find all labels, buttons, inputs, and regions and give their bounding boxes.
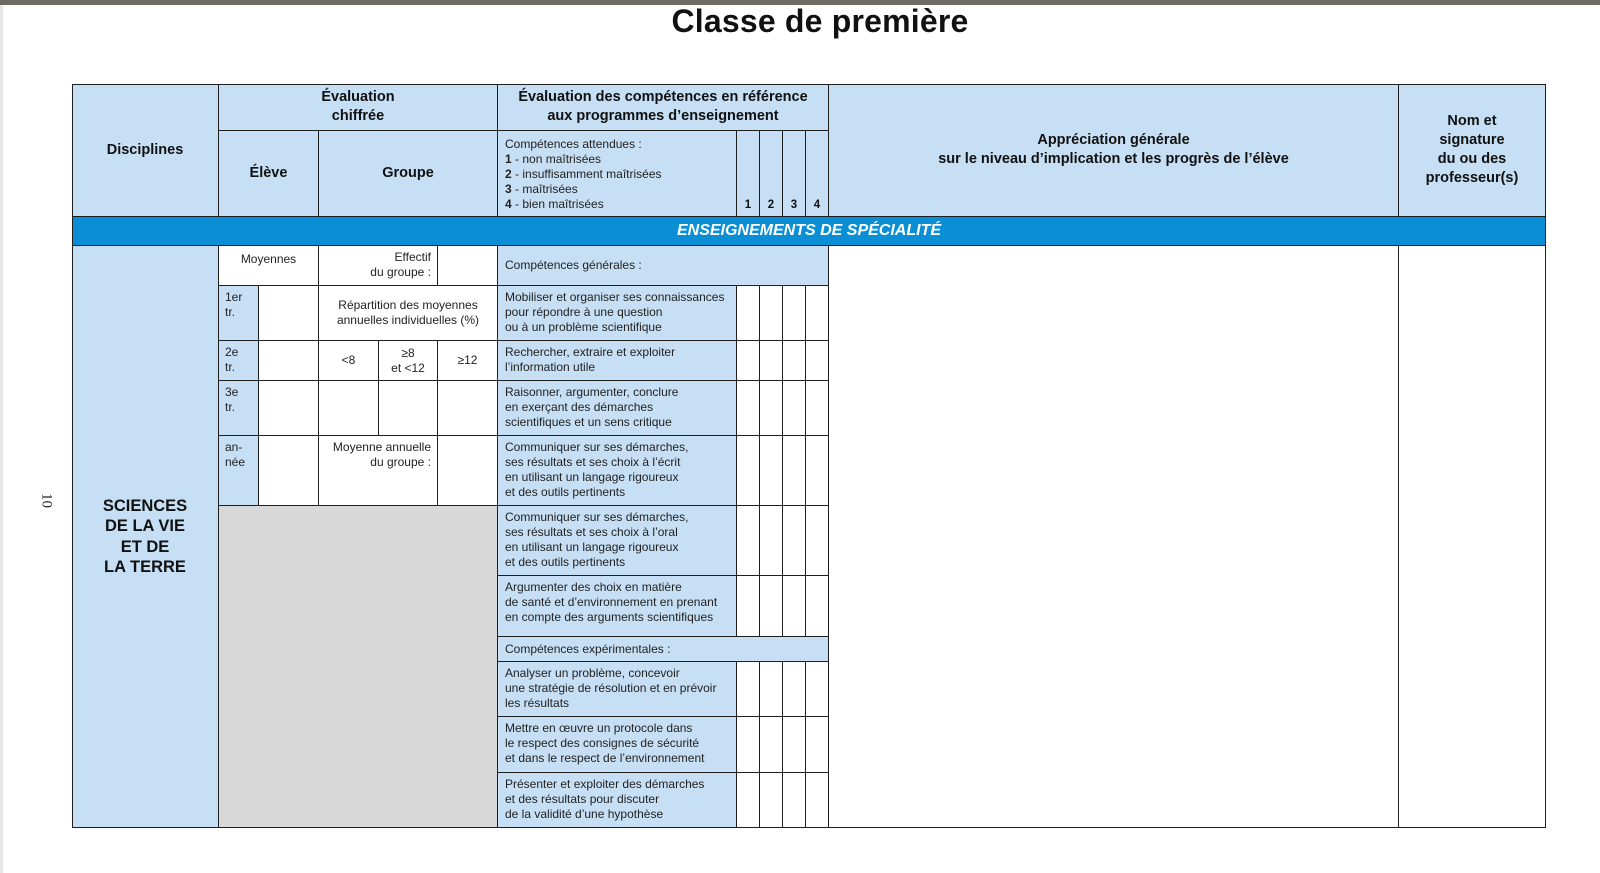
header-disciplines: Disciplines [72, 84, 219, 217]
header-evaluation-chiffree [219, 84, 498, 131]
subject-line1: SCIENCES [102, 496, 188, 515]
level-checkbox-4[interactable] [806, 773, 829, 828]
header-signature-line3: du ou des [1437, 151, 1507, 167]
header-appreciation-line2: sur le niveau d’implication et les progrès de l’élève [938, 151, 1289, 167]
level-checkbox-3[interactable] [783, 576, 806, 637]
level-checkbox-1[interactable] [737, 436, 760, 506]
level-checkbox-1[interactable] [737, 341, 760, 381]
moyenne-annuelle-value-field[interactable] [438, 436, 498, 506]
range-8-12-value-field[interactable] [379, 381, 438, 436]
annee-line1: an- [225, 440, 243, 454]
competence-legend [498, 131, 737, 217]
moyenne-annuelle-label [319, 436, 438, 506]
level-checkbox-4[interactable] [806, 341, 829, 381]
competence-row-label: Analyser un problème, concevoir une stratégie de résolution et en prévoir les résultats [498, 662, 737, 717]
level-checkbox-2[interactable] [760, 286, 783, 341]
header-evaluation-chiffree-line1: Évaluation [321, 89, 395, 105]
level-checkbox-4[interactable] [806, 436, 829, 506]
trimestre-1-line2: tr. [225, 305, 236, 319]
level-header-3: 3 [783, 131, 806, 217]
level-checkbox-3[interactable] [783, 773, 806, 828]
moyennes-label: Moyennes [219, 246, 319, 286]
level-checkbox-4[interactable] [806, 717, 829, 773]
annee-line2: née [225, 455, 246, 469]
level-checkbox-3[interactable] [783, 436, 806, 506]
repartition-label [319, 286, 498, 341]
trimestre-2-line1: 2e [225, 345, 239, 359]
subject-line3: ET DE [120, 537, 170, 556]
appreciation-field[interactable] [829, 246, 1399, 828]
header-appreciation-line1: Appréciation générale [1037, 132, 1190, 148]
level-checkbox-3[interactable] [783, 662, 806, 717]
level-checkbox-1[interactable] [737, 506, 760, 576]
range-8-12-line2: et <12 [391, 360, 425, 375]
moyenne-annuelle-line2: du groupe : [370, 455, 431, 469]
level-checkbox-3[interactable] [783, 506, 806, 576]
repartition-line1: Répartition des moyennes [338, 298, 478, 312]
competence-row-label: Présenter et exploiter des démarches et des résultats pour discuter de la validité d’une hypothèse [498, 773, 737, 828]
header-evaluation-chiffree-line2: chiffrée [331, 108, 385, 124]
header-signature-line4: professeur(s) [1425, 170, 1519, 186]
signature-field[interactable] [1399, 246, 1546, 828]
header-groupe: Groupe [319, 131, 498, 217]
level-checkbox-1[interactable] [737, 717, 760, 773]
header-eleve: Élève [219, 131, 319, 217]
trimestre-3-line2: tr. [225, 400, 236, 414]
competences-generales-label: Compétences générales : [498, 246, 829, 286]
level-checkbox-1[interactable] [737, 773, 760, 828]
level-checkbox-3[interactable] [783, 381, 806, 436]
level-checkbox-4[interactable] [806, 286, 829, 341]
level-header-4: 4 [806, 131, 829, 217]
competence-row-label: Communiquer sur ses démarches, ses résultats et ses choix à l’écrit en utilisant un langage rigoureux et des outils pertinents [498, 436, 737, 506]
subject-name [72, 246, 219, 828]
grades-empty-area [219, 506, 498, 828]
trimestre-1-line1: 1er [225, 290, 243, 304]
legend-title: Compétences attendues : [505, 137, 642, 151]
level-checkbox-1[interactable] [737, 286, 760, 341]
moyenne-annuelle-line1: Moyenne annuelle [332, 440, 431, 454]
level-checkbox-4[interactable] [806, 506, 829, 576]
trimestre-2-label [219, 341, 259, 381]
trimestre-3-line1: 3e [225, 385, 239, 399]
range-lt8-label: <8 [319, 341, 379, 381]
level-checkbox-1[interactable] [737, 381, 760, 436]
header-signature-line2: signature [1439, 132, 1505, 148]
effectif-line2: du groupe : [370, 265, 431, 279]
competence-row-label: Mobiliser et organiser ses connaissances pour répondre à une question ou à un problème scientifique [498, 286, 737, 341]
effectif-value-field[interactable] [438, 246, 498, 286]
range-ge12-value-field[interactable] [438, 381, 498, 436]
competence-row-label: Mettre en œuvre un protocole dans le respect des consignes de sécurité et dans le respect de l’environnement [498, 717, 737, 773]
competence-row-label: Raisonner, argumenter, conclure en exerçant des démarches scientifiques et un sens critique [498, 381, 737, 436]
trimestre-3-label [219, 381, 259, 436]
level-checkbox-2[interactable] [760, 773, 783, 828]
trimestre-1-grade-field[interactable] [259, 286, 319, 341]
header-signature-line1: Nom et [1447, 113, 1497, 129]
level-checkbox-2[interactable] [760, 436, 783, 506]
legend-item: 4 - bien maîtrisées [505, 197, 604, 211]
page-title: Classe de première [671, 3, 969, 39]
competence-row-label: Argumenter des choix en matière de santé et d’environnement en prenant en compte des arguments scientifiques [498, 576, 737, 637]
range-8-12-label [379, 341, 438, 381]
level-checkbox-3[interactable] [783, 341, 806, 381]
competence-row-label: Communiquer sur ses démarches, ses résultats et ses choix à l’oral en utilisant un langage rigoureux et des outils pertinents [498, 506, 737, 576]
competences-experimentales-label: Compétences expérimentales : [498, 637, 829, 662]
repartition-line2: annuelles individuelles (%) [336, 313, 480, 327]
level-checkbox-4[interactable] [806, 576, 829, 637]
level-header-1: 1 [737, 131, 760, 217]
legend-item: 1 - non maîtrisées [505, 152, 602, 166]
legend-item: 3 - maîtrisées [505, 182, 578, 196]
trimestre-3-grade-field[interactable] [259, 381, 319, 436]
level-checkbox-4[interactable] [806, 662, 829, 717]
effectif-line1: Effectif [394, 250, 431, 264]
annee-grade-field[interactable] [259, 436, 319, 506]
level-checkbox-2[interactable] [760, 662, 783, 717]
trimestre-2-grade-field[interactable] [259, 341, 319, 381]
trimestre-1-label [219, 286, 259, 341]
header-appreciation [829, 84, 1399, 217]
level-checkbox-2[interactable] [760, 506, 783, 576]
header-signature [1399, 84, 1546, 217]
subject-line2: DE LA VIE [104, 517, 186, 535]
effectif-label [319, 246, 438, 286]
level-checkbox-2[interactable] [760, 576, 783, 637]
range-lt8-value-field[interactable] [319, 381, 379, 436]
page-number: 10 [38, 493, 55, 508]
header-evaluation-competences [498, 84, 829, 131]
viewer-left-edge [0, 5, 3, 873]
level-checkbox-2[interactable] [760, 381, 783, 436]
competence-row-label: Rechercher, extraire et exploiter l’information utile [498, 341, 737, 381]
level-checkbox-1[interactable] [737, 576, 760, 637]
range-ge12-label: ≥12 [438, 341, 498, 381]
header-evaluation-competences-line1: Évaluation des compétences en référence [518, 89, 808, 105]
level-checkbox-2[interactable] [760, 717, 783, 773]
level-checkbox-3[interactable] [783, 717, 806, 773]
section-band: ENSEIGNEMENTS DE SPÉCIALITÉ [73, 217, 1546, 246]
level-checkbox-3[interactable] [783, 286, 806, 341]
level-checkbox-4[interactable] [806, 381, 829, 436]
subject-line4: LA TERRE [104, 558, 186, 576]
level-checkbox-2[interactable] [760, 341, 783, 381]
trimestre-2-line2: tr. [225, 360, 236, 374]
legend-item: 2 - insuffisamment maîtrisées [505, 167, 662, 181]
level-header-2: 2 [760, 131, 783, 217]
range-8-12-line1: ≥8 [401, 345, 415, 360]
header-evaluation-competences-line2: aux programmes d’enseignement [547, 108, 779, 124]
level-checkbox-1[interactable] [737, 662, 760, 717]
annee-label [219, 436, 259, 506]
